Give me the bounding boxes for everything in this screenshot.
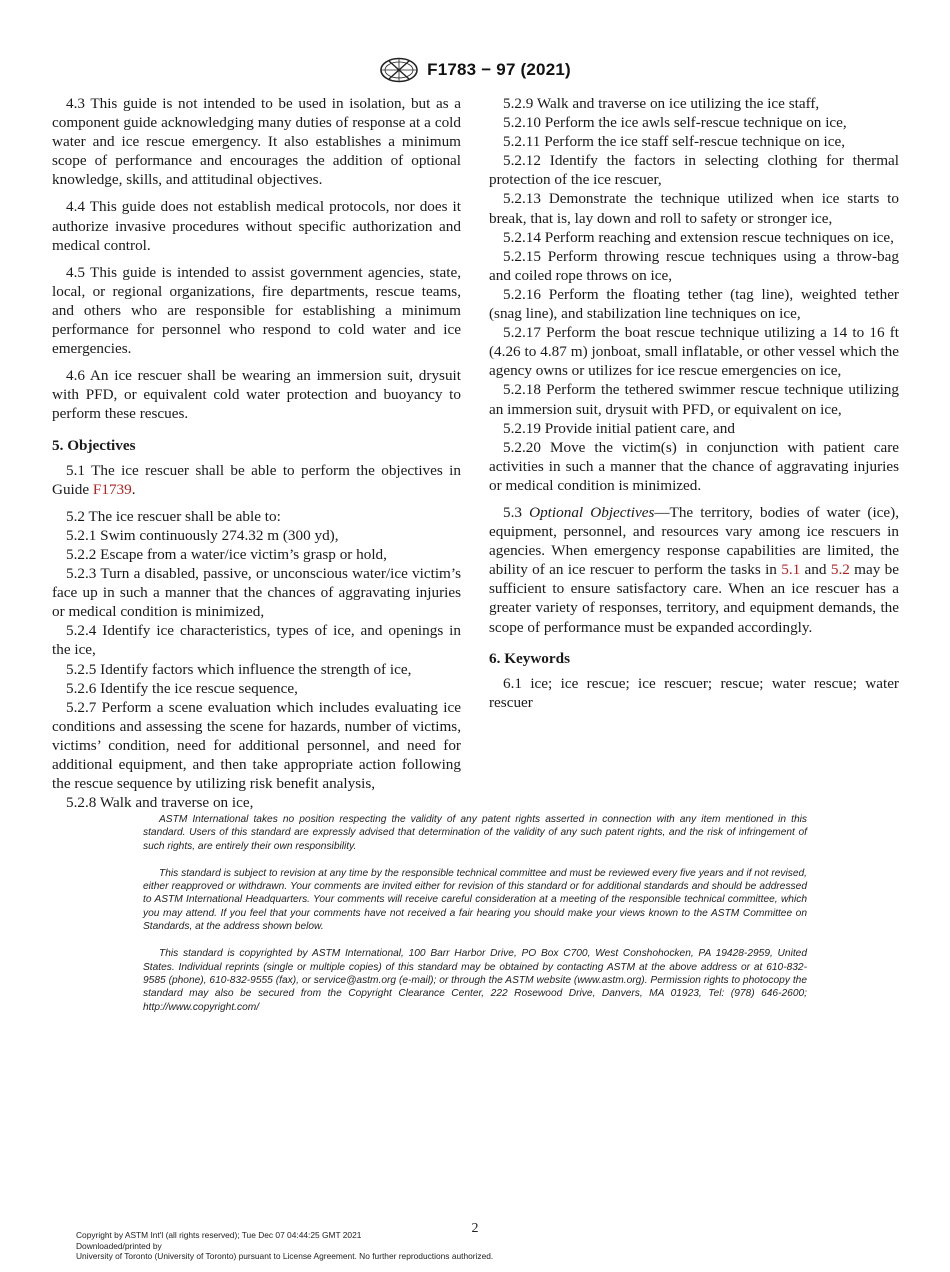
section-5-2-3: 5.2.3 Turn a disabled, passive, or unconscious water/ice victim’s face up in such a manner that the chances of aggravating injuries or medical condition is minimized,: [52, 565, 461, 621]
section-4-5: 4.5 This guide is intended to assist government agencies, state, local, or regional organizations, fire departments, rescue teams, and others who are responsible for establishing a minimum performance for personnel who respond to cold water and ice emergencies.: [52, 263, 461, 358]
copyright-notice: This standard is copyrighted by ASTM International, 100 Barr Harbor Drive, PO Box C700, West Conshohocken, PA 19428-2959, United States. Individual reprints (single or multiple copies) of this standard may be obtained by contacting ASTM at the above address or at 610-832-9585 (phone), 610-832-9555 (fax), or service@astm.org (e-mail); or through the ASTM website (www.astm.org). Permission rights to photocopy the standard may also be secured from the Copyright Clearance Center, 222 Rosewood Drive, Danvers, MA 01923, Tel: (978) 646-2600; http://www.copyright.com/: [143, 948, 807, 1013]
astm-logo-icon: [379, 57, 419, 83]
section-5-3-title: Optional Objectives: [529, 503, 655, 521]
standard-designation: F1783 − 97 (2021): [427, 60, 571, 79]
guide-f1739-link[interactable]: F1739: [92, 480, 132, 498]
section-5-3: [489, 503, 899, 637]
section-5-1-text: 5.1 The ice rescuer shall be able to perform the objectives in Guide: [52, 461, 461, 498]
section-4-4: 4.4 This guide does not establish medical protocols, nor does it authorize invasive procedures without specific authorization and medical control.: [52, 198, 461, 254]
section-5-2: 5.2 The ice rescuer shall be able to:: [66, 507, 281, 525]
section-5-3-number: 5.3: [503, 503, 530, 521]
section-5-1: [52, 461, 461, 499]
astm-notices: [143, 813, 807, 1028]
section-5-2-9: 5.2.9 Walk and traverse on ice utilizing the ice staff,: [503, 95, 820, 112]
footer-copyright-line: Copyright by ASTM Int'l (all rights reserved); Tue Dec 07 04:44:25 GMT 2021: [76, 1230, 362, 1240]
section-5-2-16: 5.2.16 Perform the floating tether (tag line), weighted tether (snag line), and stabilization line techniques on ice,: [489, 285, 899, 323]
section-4-6: 4.6 An ice rescuer shall be wearing an immersion suit, drysuit with PFD, or equivalent cold water protection and buoyancy to perform these rescues.: [52, 367, 461, 423]
section-5-2-20: 5.2.20 Move the victim(s) in conjunction with patient care activities in such a manner that the chance of aggravating injuries or medical condition is minimized.: [489, 438, 899, 494]
section-5-2-6: 5.2.6 Identify the ice rescue sequence,: [66, 679, 298, 697]
section-5-2-14: 5.2.14 Perform reaching and extension rescue techniques on ice,: [503, 228, 894, 246]
section-4-3: 4.3 This guide is not intended to be used in isolation, but as a component guide acknowledging many duties of response at a cold water and ice rescue emergency. It also establishes a minimum scope of performance and encourages the addition of optional knowledge, skills, and attitudinal objectives.: [52, 95, 461, 189]
patent-notice: ASTM International takes no position respecting the validity of any patent rights asserted in connection with any item mentioned in this standard. Users of this standard are expressly advised that determination of the validity of any such patent rights, and the risk of infringement of such rights, are entirely their own responsibility.: [143, 814, 807, 852]
section-5-3-text-b: may be sufficient to ensure satisfactory care. When an ice rescuer has a greater variety of responses, territory, and equipment demands, the scope of performance must be expanded accordingly.: [489, 561, 899, 636]
page-number: 2: [471, 1221, 479, 1236]
section-5-2-link[interactable]: 5.2: [830, 561, 850, 579]
section-5-2-13: 5.2.13 Demonstrate the technique utilized when ice starts to break, that is, lay down and roll to safety or stronger ice,: [489, 190, 899, 227]
section-5-2-1: 5.2.1 Swim continuously 274.32 m (300 yd),: [66, 526, 339, 544]
section-5-2-15: 5.2.15 Perform throwing rescue techniques using a throw-bag and coiled rope throws on ice,: [489, 247, 899, 284]
section-5-1-end: .: [131, 480, 136, 498]
section-5-1-link[interactable]: 5.1: [781, 561, 801, 579]
section-5-2-17: 5.2.17 Perform the boat rescue technique utilizing a 14 to 16 ft (4.26 to 4.87 m) jonboat, small inflatable, or other vessel which the agency owns or utilizes for ice rescue emergencies on ice,: [489, 324, 899, 380]
section-5-3-text-a: —The territory, bodies of water (ice), equipment, personnel, and resources vary among ice rescuers in agencies. When emergency response capabilities are limited, the ability of an ice rescuer to perform the tasks in: [489, 503, 900, 579]
section-6-1: 6.1 ice; ice rescue; ice rescuer; rescue; water rescue; water rescuer: [489, 674, 899, 711]
section-5-2-10: 5.2.10 Perform the ice awls self-rescue technique on ice,: [503, 114, 847, 132]
heading-keywords: 6. Keywords: [489, 649, 570, 667]
section-5-3-and: and: [800, 561, 831, 579]
section-5-2-2: 5.2.2 Escape from a water/ice victim’s grasp or hold,: [66, 545, 387, 563]
section-5-2-18: 5.2.18 Perform the tethered swimmer rescue technique utilizing an immersion suit, drysuit with PFD, or equivalent on ice,: [489, 381, 899, 418]
section-5-2-5: 5.2.5 Identify factors which influence the strength of ice,: [66, 660, 412, 678]
revision-notice: This standard is subject to revision at any time by the responsible technical committee and must be reviewed every five years and if not revised, either reapproved or withdrawn. Your comments are invited either for revision of this standard or for additional standards and should be addressed to ASTM International Headquarters. Your comments will receive careful consideration at a meeting of the responsible technical committee, which you may attend. If you feel that your comments have not received a fair hearing you should make your views known to the ASTM Committee on Standards, at the address shown below.: [143, 867, 807, 933]
section-5-2-7: 5.2.7 Perform a scene evaluation which includes evaluating ice conditions and assessing the scene for hazards, number of victims, victims’ condition, need for additional personnel, and need for additional equipment, and then take appropriate action following the rescue sequence by utilizing risk benefit analysis,: [52, 698, 461, 793]
heading-objectives: 5. Objectives: [52, 436, 136, 454]
right-column: [489, 94, 899, 720]
section-5-2-11: 5.2.11 Perform the ice staff self-rescue technique on ice,: [503, 133, 846, 151]
section-5-2-12: 5.2.12 Identify the factors in selecting clothing for thermal protection of the ice rescuer,: [489, 152, 899, 189]
section-5-2-8: 5.2.8 Walk and traverse on ice,: [66, 794, 254, 812]
footer-license-line: University of Toronto (University of Toronto) pursuant to License Agreement. No further reproductions authorized.: [76, 1251, 494, 1261]
page-header: [0, 56, 950, 84]
section-5-2-19: 5.2.19 Provide initial patient care, and: [503, 419, 735, 437]
left-column: [52, 94, 461, 812]
license-footer: [76, 1230, 493, 1262]
section-5-2-4: 5.2.4 Identify ice characteristics, types of ice, and openings in the ice,: [52, 622, 461, 659]
footer-downloaded-line: Downloaded/printed by: [76, 1240, 162, 1251]
